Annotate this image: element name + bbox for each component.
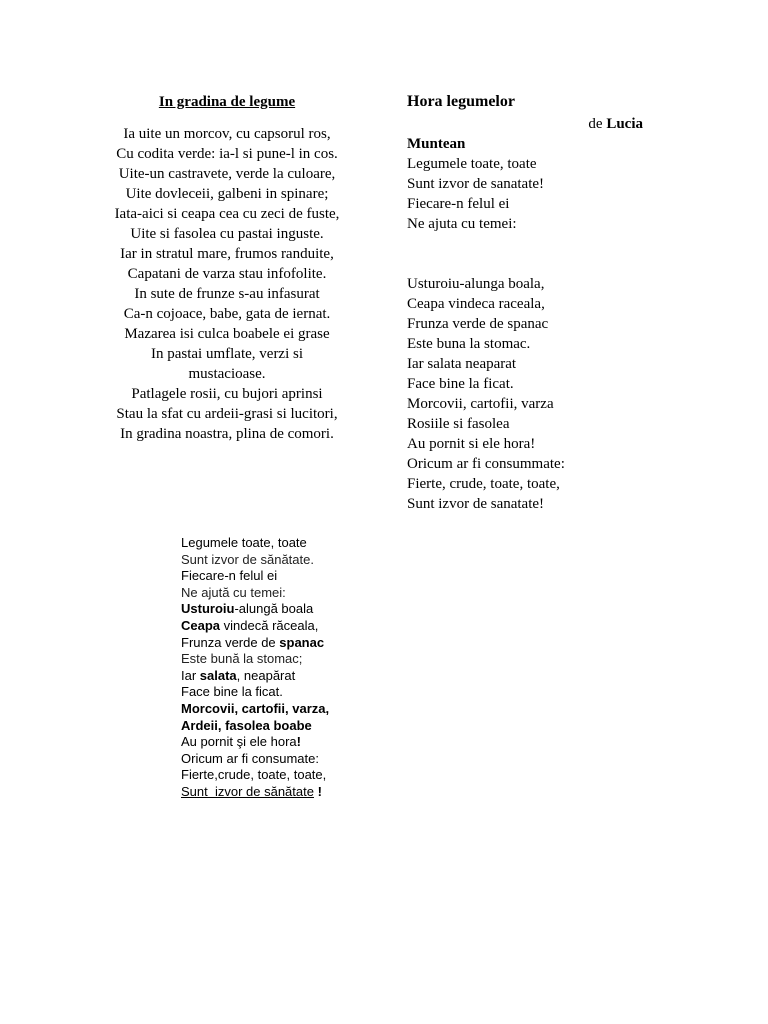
- poem-line: Sunt izvor de sănătate.: [181, 551, 314, 567]
- poem-line-rest: , neapărat: [236, 667, 296, 683]
- poem-line: Fierte, crude, toate, toate,: [407, 476, 560, 492]
- poem-line: In sute de frunze s-au infasurat: [134, 286, 320, 302]
- poem-line: Ca-n cojoace, babe, gata de iernat.: [123, 306, 331, 322]
- bold-mark: !: [313, 783, 322, 799]
- poem-line: In gradina noastra, plina de comori.: [120, 426, 334, 442]
- poem-line: Fierte,crude, toate, toate,: [181, 767, 327, 783]
- poem-line: Stau la sfat cu ardeii-grasi si lucitori,: [116, 406, 338, 422]
- poem-line: [181, 601, 329, 618]
- poem-line: Legumele toate, toate: [181, 535, 307, 550]
- poem-line: Este buna la stomac.: [407, 336, 531, 352]
- poem-line: [181, 784, 329, 801]
- poem-line: Ne ajută cu temei:: [181, 584, 286, 600]
- poem-line: [181, 701, 329, 718]
- poem-line: Fiecare-n felul ei: [181, 568, 278, 584]
- author-first-name: Lucia: [606, 116, 643, 132]
- byline-prefix: de: [588, 116, 603, 132]
- poem-line-pre: Iar: [181, 667, 200, 683]
- poem-line: Iar salata neaparat: [407, 356, 517, 372]
- poem-line: [181, 734, 329, 751]
- poem-line: Mazarea isi culca boabele ei grase: [124, 326, 330, 342]
- poem-line: Ne ajuta cu temei:: [407, 216, 517, 232]
- poem-line: Morcovii, cartofii, varza: [407, 396, 554, 412]
- poem-line: Face bine la ficat.: [181, 684, 283, 700]
- right-poem: [407, 92, 647, 514]
- poem-line: Fiecare-n felul ei: [407, 196, 510, 212]
- poem-line: Ceapa vindeca raceala,: [407, 296, 545, 312]
- poem-line: Usturoiu-alunga boala,: [407, 276, 545, 292]
- bold-word: salata: [199, 667, 237, 683]
- poem-line: Iar in stratul mare, frumos randuite,: [120, 246, 334, 262]
- poem-line: Sunt izvor de sanatate!: [407, 496, 545, 512]
- poem-line-rest: vindecă răceala,: [220, 617, 319, 633]
- poem-line: Frunza verde de spanac: [407, 316, 549, 332]
- poem-line: Au pornit si ele hora!: [407, 436, 536, 452]
- underlined-text: Sunt izvor de sănătate: [181, 783, 314, 799]
- poem-line: [181, 668, 329, 685]
- poem-line: Sunt izvor de sanatate!: [407, 176, 545, 192]
- poem-line: Legumele toate, toate: [407, 156, 537, 172]
- poem-line: Capatani de varza stau infofolite.: [127, 266, 327, 282]
- poem-line: Ia uite un morcov, cu capsorul ros,: [123, 126, 331, 142]
- bold-word: Usturoiu: [181, 601, 235, 617]
- author-last-name: Muntean: [407, 136, 466, 152]
- bold-line: Ardeii, fasolea boabe: [181, 717, 312, 733]
- poem-line: Patlagele rosii, cu bujori aprinsi: [131, 386, 323, 402]
- left-poem-title: In gradina de legume: [158, 94, 296, 110]
- poem-line: Face bine la ficat.: [407, 376, 514, 392]
- poem-line-pre: Frunza verde de: [181, 634, 280, 650]
- poem-line: Cu codita verde: ia-l si pune-l in cos.: [116, 146, 338, 162]
- left-poem: [82, 92, 372, 444]
- bold-line: Morcovii, cartofii, varza,: [181, 700, 330, 716]
- right-poem-title: Hora legumelor: [407, 93, 515, 110]
- poem-line: mustacioase.: [188, 366, 266, 382]
- poem-line: Oricum ar fi consumate:: [181, 750, 319, 766]
- poem-line: Uite-un castravete, verde la culoare,: [118, 166, 336, 182]
- bold-word: spanac: [279, 634, 325, 650]
- poem-line: [181, 618, 329, 635]
- stanza-2: [407, 274, 647, 514]
- poem-line: Uite si fasolea cu pastai inguste.: [130, 226, 324, 242]
- bold-word: Ceapa: [181, 617, 221, 633]
- stanza-1: [407, 154, 647, 234]
- poem-line-pre: Au pornit şi ele hora: [181, 734, 297, 750]
- left-poem-body: [82, 124, 372, 444]
- poem-line-rest: -alungă boala: [234, 601, 314, 617]
- poem-line: Oricum ar fi consummate:: [407, 456, 565, 472]
- bold-mark: !: [296, 734, 301, 750]
- byline: [407, 114, 643, 134]
- poem-line: Iata-aici si ceapa cea cu zeci de fuste,: [114, 206, 340, 222]
- poem-line: Este bună la stomac;: [181, 651, 303, 667]
- poem-line: [181, 718, 329, 735]
- poem-line: [181, 635, 329, 652]
- poem-line: In pastai umflate, verzi si: [150, 346, 304, 362]
- poem-line: Rosiile si fasolea: [407, 416, 510, 432]
- bottom-poem: [181, 535, 329, 801]
- poem-line: Uite dovleceii, galbeni in spinare;: [125, 186, 329, 202]
